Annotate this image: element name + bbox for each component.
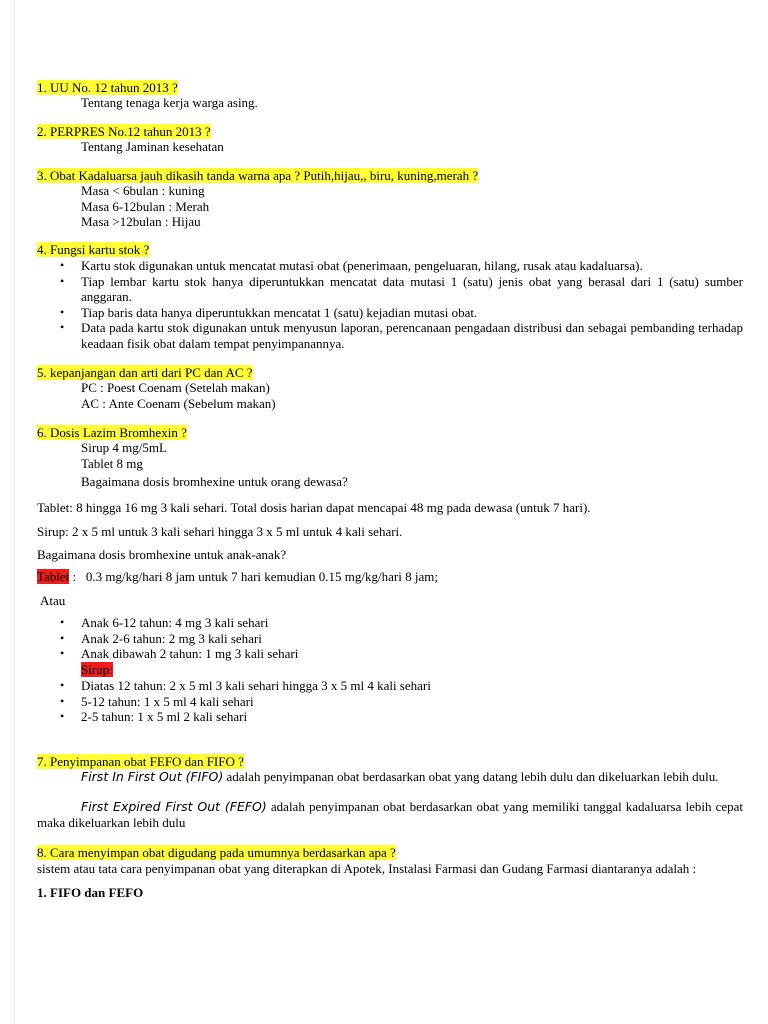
question-3-title: 3. Obat Kadaluarsa jauh dikasih tanda warna apa ? Putih,hijau,, biru, kuning,merah ? (37, 168, 479, 183)
fefo-paragraph (37, 799, 743, 831)
answer-line: Masa 6-12bulan : Merah (81, 198, 210, 214)
question-5-answer (81, 380, 276, 411)
question-2 (37, 124, 211, 139)
question-8 (37, 845, 396, 860)
question-4-bullet-list (0, 258, 743, 351)
tablet-label: Tablet (37, 569, 70, 584)
list-item: • 5-12 tahun: 1 x 5 ml 4 kali sehari (0, 694, 431, 710)
fifo-term: First In First Out (FIFO) (81, 769, 224, 784)
adult-tablet-dose: Tablet: 8 hingga 16 mg 3 kali sehari. Total dosis harian dapat mencapai 48 mg pada dewasa (untuk 7 hari). (37, 500, 591, 515)
child-dose-bullet-list (0, 615, 298, 662)
question-1 (37, 80, 178, 95)
list-item: • Tiap lembar kartu stok hanya diperuntukkan mencatat data mutasi 1 (satu) jenis obat yang berasal dari 1 (satu) sumber anggaran. (0, 274, 743, 305)
fifo-text: adalah penyimpanan obat berdasarkan obat yang datang lebih dulu dan dikeluarkan lebih dulu. (226, 769, 719, 784)
adult-dose-question: Bagaimana dosis bromhexine untuk orang dewasa? (81, 474, 348, 489)
question-5 (37, 365, 253, 380)
question-2-title: 2. PERPRES No.12 tahun 2013 ? (37, 124, 211, 139)
question-3-answer (81, 183, 209, 230)
list-item: • Diatas 12 tahun: 2 x 5 ml 3 kali sehari hingga 3 x 5 ml 4 kali sehari (0, 678, 431, 694)
question-5-title: 5. kepanjangan dan arti dari PC dan AC ? (37, 365, 253, 380)
child-tablet-dose: Tablet : 0.3 mg/kg/hari 8 jam untuk 7 hari kemudian 0.15 mg/kg/hari 8 jam; (37, 569, 438, 584)
question-6 (37, 425, 187, 440)
list-item: • Kartu stok digunakan untuk mencatat mutasi obat (penerimaan, pengeluaran, hilang, rusak atau kadaluarsa). (0, 258, 743, 274)
question-4 (37, 242, 149, 257)
question-1-title: 1. UU No. 12 tahun 2013 ? (37, 80, 178, 95)
fefo-term: First Expired First Out (FEFO) (81, 799, 267, 814)
list-item: • Anak 2-6 tahun: 2 mg 3 kali sehari (0, 631, 298, 647)
answer-line: Masa < 6bulan : kuning (81, 183, 205, 198)
question-8-title: 8. Cara menyimpan obat digudang pada umumnya berdasarkan apa ? (37, 845, 396, 860)
question-2-answer: Tentang Jaminan kesehatan (81, 139, 224, 154)
list-item: • 2-5 tahun: 1 x 5 ml 2 kali sehari (0, 709, 431, 725)
answer-line: Sirup 4 mg/5mL (81, 440, 167, 455)
adult-sirup-dose: Sirup: 2 x 5 ml untuk 3 kali sehari hingga 3 x 5 ml untuk 4 kali sehari. (37, 524, 403, 539)
child-dose-question: Bagaimana dosis bromhexine untuk anak-anak? (37, 547, 287, 562)
question-3 (37, 168, 478, 183)
question-8-subheading: 1. FIFO dan FEFO (37, 885, 144, 900)
list-item: • Anak dibawah 2 tahun: 1 mg 3 kali sehari (0, 646, 298, 662)
sirup-label-row (81, 662, 113, 678)
question-4-title: 4. Fungsi kartu stok ? (37, 242, 150, 257)
answer-line: AC : Ante Coenam (Sebelum makan) (81, 395, 276, 411)
question-8-answer: sistem atau tata cara penyimpanan obat yang diterapkan di Apotek, Instalasi Farmasi dan Gudang Farmasi diantaranya adalah : (37, 861, 697, 876)
page-edge-line (14, 0, 15, 1024)
atau-text: Atau (40, 593, 66, 608)
answer-line: Tablet 8 mg (81, 455, 143, 471)
question-7-title: 7. Penyimpanan obat FEFO dan FIFO ? (37, 754, 244, 769)
question-1-answer: Tentang tenaga kerja warga asing. (81, 95, 258, 110)
question-6-title: 6. Dosis Lazim Bromhexin ? (37, 425, 187, 440)
question-6-answer (81, 440, 167, 471)
list-item: • Tiap baris data hanya diperuntukkan mencatat 1 (satu) kejadian mutasi obat. (0, 305, 743, 321)
fefo-text: adalah penyimpanan obat berdasarkan obat yang memiliki tanggal kadaluarsa lebih cepat maka dikeluarkan lebih dulu (37, 799, 744, 830)
answer-line: PC : Poest Coenam (Setelah makan) (81, 380, 270, 395)
fifo-paragraph (37, 769, 743, 785)
sirup-dose-bullet-list (0, 678, 431, 725)
question-7 (37, 754, 244, 769)
sirup-label: Sirup: (81, 662, 113, 677)
answer-line: Masa >12bulan : Hijau (81, 214, 201, 229)
list-item: • Data pada kartu stok digunakan untuk menyusun laporan, perencanaan pengadaan distribusi dan sebagai pembanding terhadap keadaan fisik obat dalam tempat penyimpanannya. (0, 320, 743, 351)
list-item: • Anak 6-12 tahun: 4 mg 3 kali sehari (0, 615, 298, 631)
